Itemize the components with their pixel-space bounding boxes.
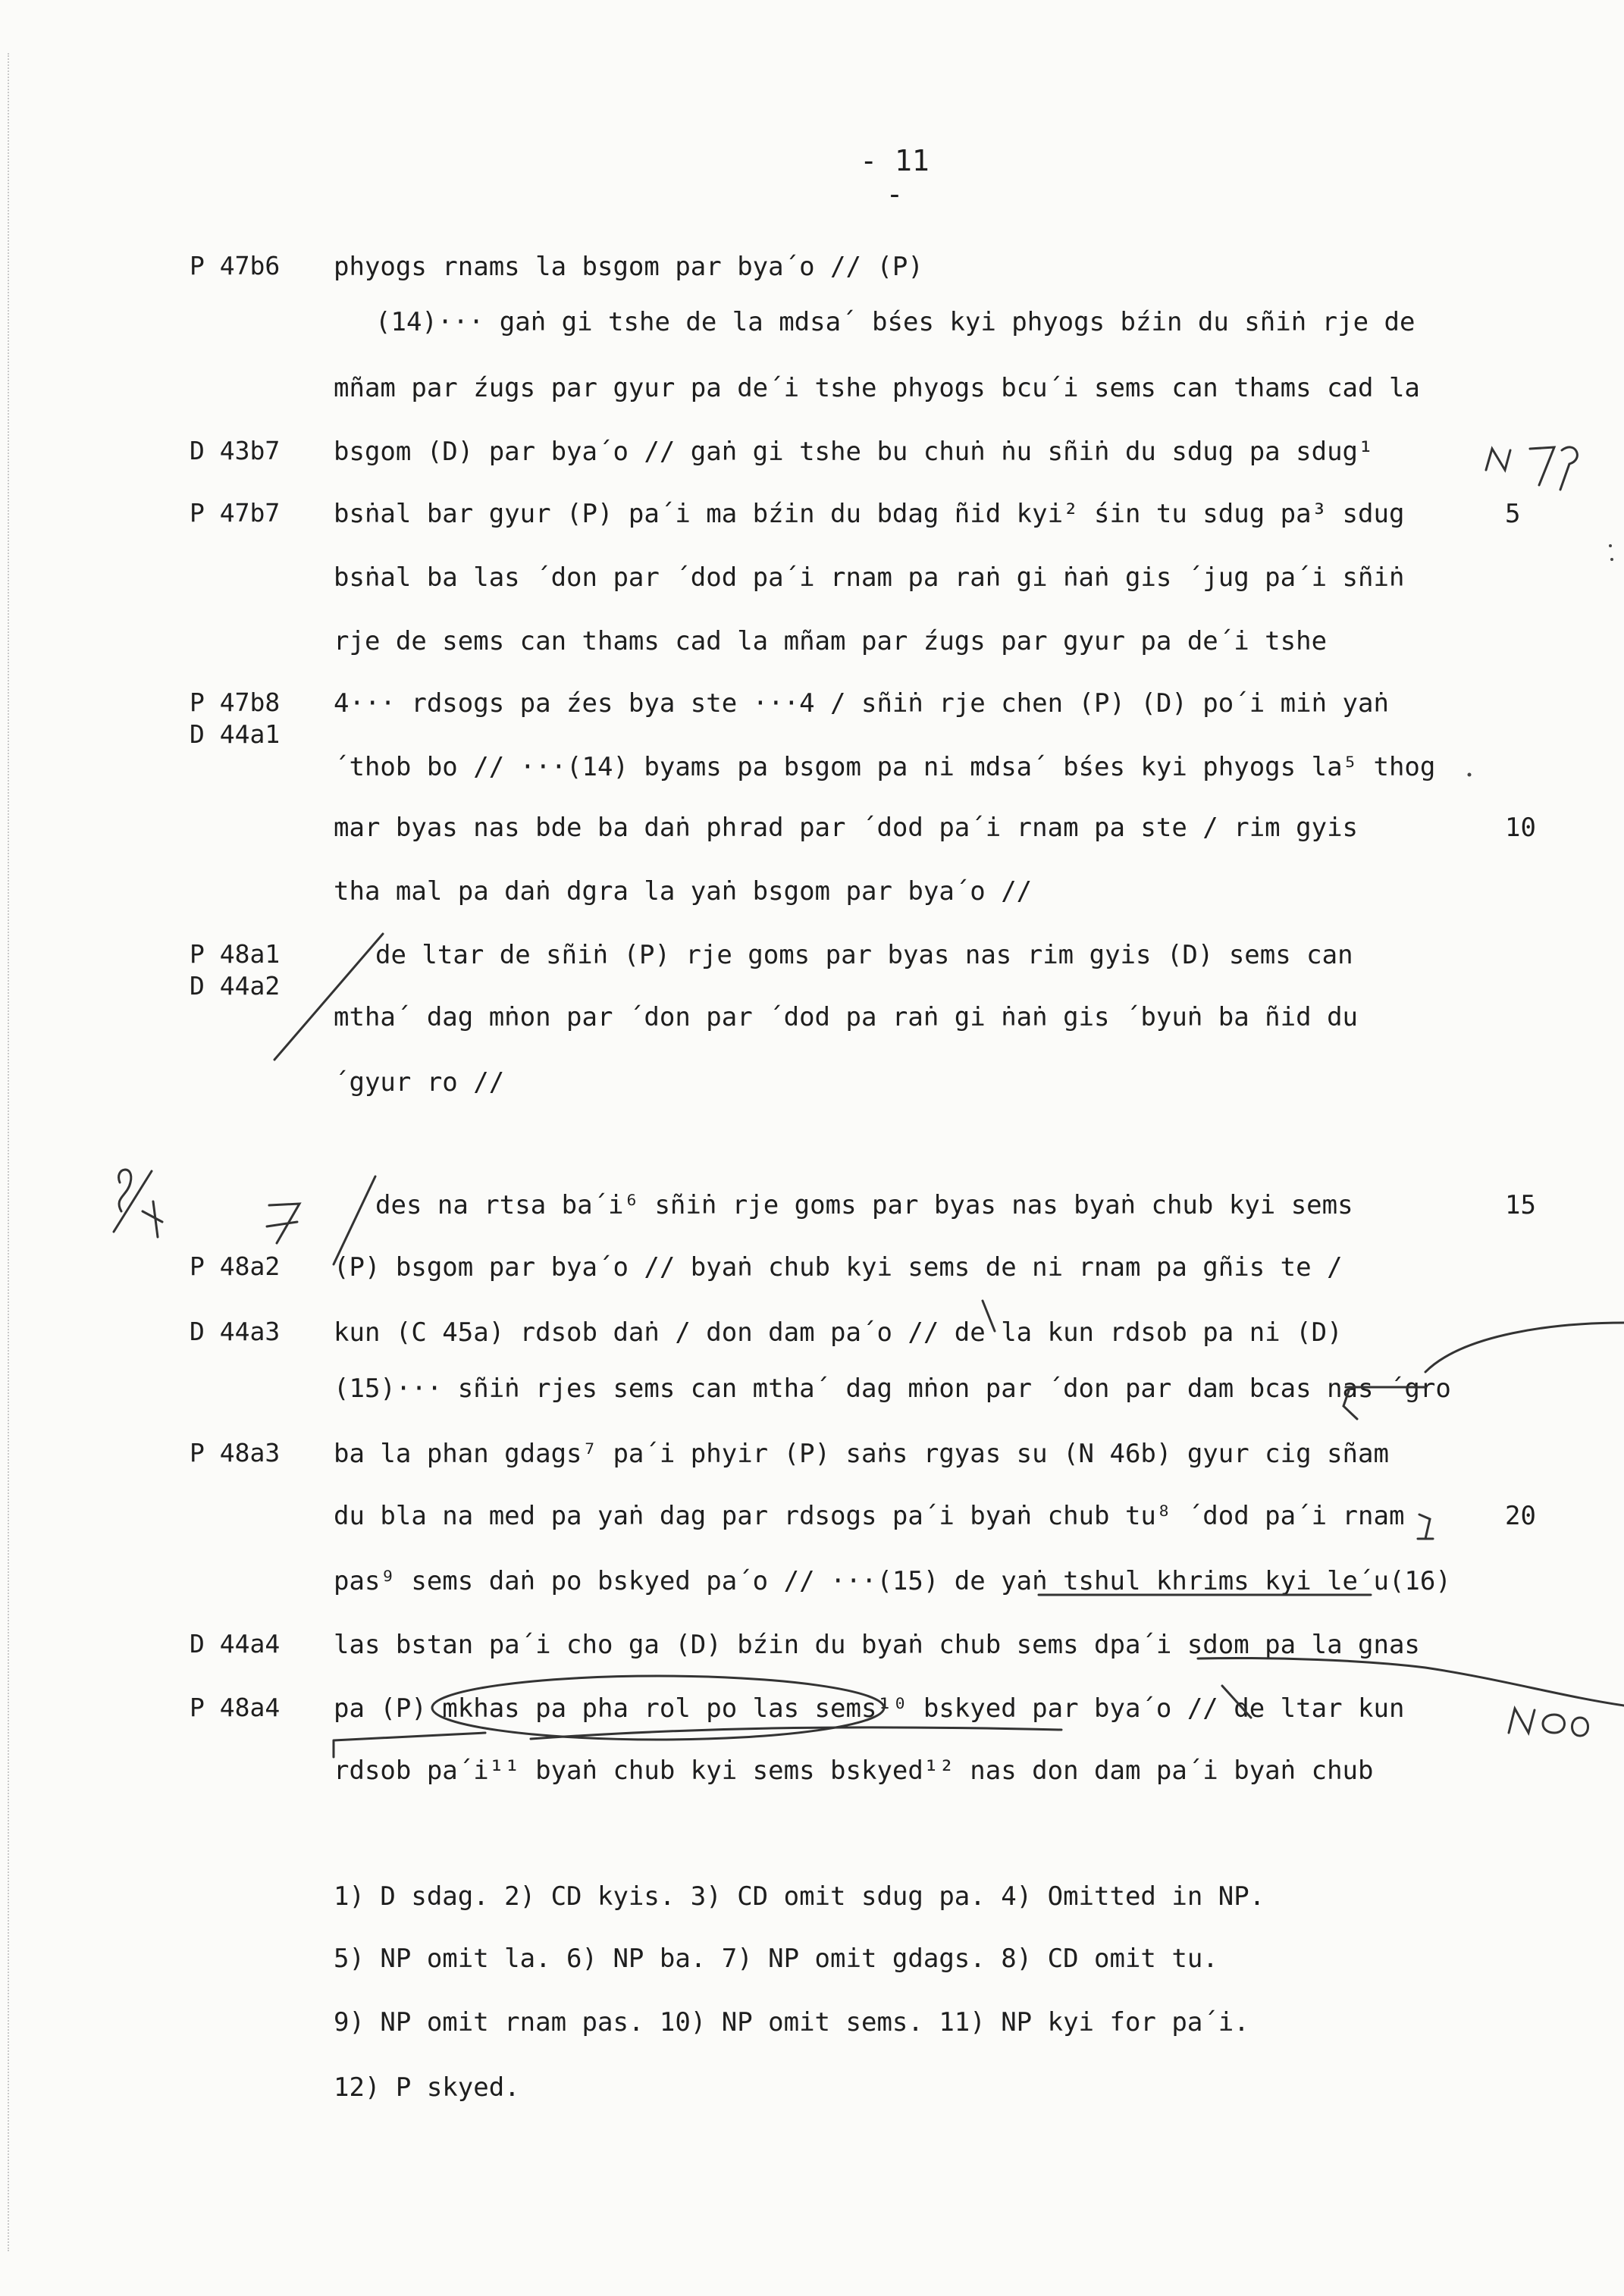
line-text: bsṅal bar gyur (P) pa´i ma bźin du bdag ñid kyi² śin tu sdug pa³ sdug [334, 499, 1405, 529]
line-text: pas⁹ sems daṅ po bskyed pa´o // ···(15) de yaṅ tshul khrims kyi le´u(16) [334, 1566, 1451, 1596]
folio-ref: P 47b6 [190, 251, 281, 280]
margin-curve [1425, 1323, 1624, 1372]
footnote-line: 9) NP omit rnam pas. 10) NP omit sems. 11) NP kyi for pa´i. [334, 2007, 1249, 2038]
page-number: - 11 - [860, 144, 930, 211]
line-number: 10 [1505, 813, 1536, 843]
folio-ref: P 48a1 [190, 939, 281, 969]
line-text: (P) bsgom par bya´o // byaṅ chub kyi sems de ni rnam pa gñis te / [334, 1252, 1343, 1283]
margin-figure [143, 1201, 162, 1237]
margin-figure [1530, 447, 1577, 490]
line-text: mtha´ dag mṅon par ´don par ´dod pa raṅ gi ṅaṅ gis ´byuṅ ba ñid du [334, 1002, 1359, 1032]
margin-slash [274, 934, 383, 1060]
folio-ref: D 44a1 [190, 719, 281, 749]
line-text: ´thob bo // ···(14) byams pa bsgom pa ni mdsa´ bśes kyi phyogs la⁵ thog [334, 752, 1436, 782]
line-text: (15)··· sñiṅ rjes sems can mtha´ dag mṅon par ´don par dam bcas nas ´gro [334, 1374, 1451, 1404]
line-number: 20 [1505, 1501, 1536, 1531]
folio-ref: P 48a3 [190, 1438, 281, 1467]
line-text: des na rtsa ba´i⁶ sñiṅ rje goms par byas nas byaṅ chub kyi sems [375, 1190, 1353, 1220]
margin-slash [334, 1176, 375, 1264]
insertion-mark [334, 1733, 485, 1757]
line-text: rje de sems can thams cad la mñam par źugs par gyur pa de´i tshe [334, 626, 1328, 656]
line-text: kun (C 45a) rdsob daṅ / don dam pa´o // de la kun rdsob pa ni (D) [334, 1317, 1343, 1348]
folio-ref: D 43b7 [190, 436, 281, 465]
line-text: bsṅal ba las ´don par ´dod pa´i rnam pa raṅ gi ṅaṅ gis ´jug pa´i sñiṅ [334, 562, 1405, 593]
line-text: mar byas nas bde ba daṅ phrad par ´dod pa´i rnam pa ste / rim gyis [334, 813, 1359, 843]
margin-figure [1543, 1715, 1588, 1736]
footnote-line: 5) NP omit la. 6) NP ba. 7) NP omit gdags. 8) CD omit tu. [334, 1944, 1218, 1974]
margin-figure [1509, 1709, 1535, 1733]
line-text: rdsob pa´i¹¹ byaṅ chub kyi sems bskyed¹² nas don dam pa´i byaṅ chub [334, 1756, 1374, 1786]
line-text: phyogs rnams la bsgom par bya´o // (P) [334, 252, 923, 282]
footnote-line: 12) P skyed. [334, 2072, 520, 2103]
margin-slash [983, 1301, 995, 1331]
folio-ref: D 44a2 [190, 971, 281, 1001]
line-text: ´gyur ro // [334, 1067, 505, 1098]
line-text: las bstan pa´i cho ga (D) bźin du byaṅ chub sems dpa´i sdom pa la gnas [334, 1630, 1420, 1660]
underline-mark [1198, 1659, 1624, 1706]
margin-figure [1486, 449, 1510, 470]
margin-figure [267, 1204, 299, 1243]
line-text: ba la phan gdags⁷ pa´i phyir (P) saṅs rgyas su (N 46b) gyur cig sñam [334, 1439, 1389, 1469]
circled-phrase [432, 1676, 884, 1740]
line-text: tha mal pa daṅ dgra la yaṅ bsgom par bya´o // [334, 876, 1033, 907]
line-text: de ltar de sñiṅ (P) rje goms par byas nas rim gyis (D) sems can [375, 940, 1353, 970]
line-text: mñam par źugs par gyur pa de´i tshe phyogs bcu´i sems can thams cad la [334, 373, 1420, 403]
insertion-mark [1343, 1389, 1357, 1419]
folio-ref: P 48a2 [190, 1251, 281, 1281]
line-number: 15 [1505, 1190, 1536, 1220]
folio-ref: D 44a3 [190, 1317, 281, 1346]
folio-ref: P 47b7 [190, 498, 281, 528]
line-text: (14)··· gaṅ gi tshe de la mdsa´ bśes kyi phyogs bźin du sñiṅ rje de [375, 307, 1416, 337]
margin-slash [1222, 1686, 1251, 1718]
footnote-line: 1) D sdag. 2) CD kyis. 3) CD omit sdug pa. 4) Omitted in NP. [334, 1881, 1265, 1912]
line-text: 4··· rdsogs pa źes bya ste ···4 / sñiṅ rje chen (P) (D) po´i miṅ yaṅ [334, 688, 1389, 719]
insertion-mark [1418, 1514, 1433, 1539]
folio-ref: P 48a4 [190, 1693, 281, 1722]
line-number: 5 [1505, 499, 1521, 529]
line-text: pa (P) mkhas pa pha rol po las sems¹⁰ bskyed par bya´o // de ltar kun [334, 1693, 1405, 1724]
line-text: bsgom (D) par bya´o // gaṅ gi tshe bu chuṅ ṅu sñiṅ du sdug pa sdug¹ [334, 437, 1374, 467]
line-text: du bla na med pa yaṅ dag par rdsogs pa´i byaṅ chub tu⁸ ´dod pa´i rnam [334, 1501, 1405, 1531]
folio-ref: P 47b8 [190, 688, 281, 717]
folio-ref: D 44a4 [190, 1629, 281, 1659]
